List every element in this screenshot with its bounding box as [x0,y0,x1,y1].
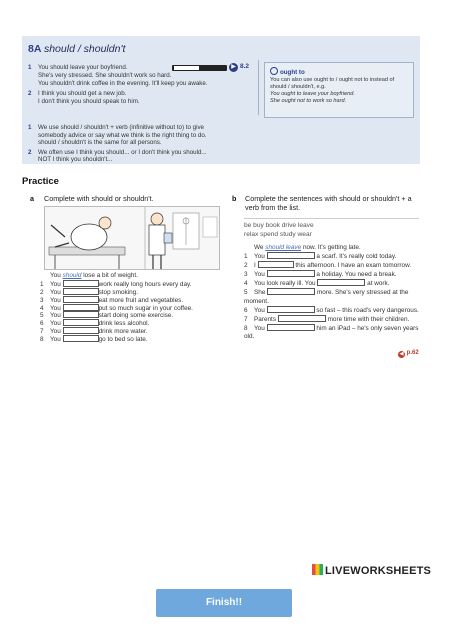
item-number: 3 [244,271,248,279]
list-item [244,288,424,305]
audio-play-icon[interactable]: ▶ [229,63,238,72]
rule-line: I think you should get a new job. [38,90,127,97]
row-prefix: You [50,304,61,312]
list-item [40,288,230,296]
answer-field[interactable] [267,324,315,331]
row-prefix: You [50,328,61,336]
brand-name: LIVEWORKSHEETS [325,565,432,577]
practice-heading: Practice [22,176,59,187]
answer-field[interactable] [278,315,326,322]
answer-field[interactable] [267,270,315,277]
example-answer: should [62,272,82,279]
list-item [244,261,424,270]
page-ref-text: p.62 [406,350,419,356]
exercise-b-list [244,244,424,341]
list-item [244,324,424,341]
note-number: 2 [28,148,32,156]
unit-title: should / shouldn't [43,43,126,55]
note-number: 1 [28,124,32,131]
example-answer: should leave [265,244,302,251]
answer-field[interactable] [63,296,99,303]
grammar-box [22,36,420,164]
page-reference [398,350,419,358]
rule-2 [28,90,260,106]
row-suffix: a holiday. You need a break. [316,271,397,279]
grammar-title [28,43,125,55]
row-suffix: at work. [367,280,390,288]
row-suffix: so fast – this road's very dangerous. [316,306,419,314]
row-prefix: She [254,289,266,297]
list-item [244,306,424,315]
tip-example: She ought not to work so hard. [270,98,347,104]
answer-field[interactable] [63,327,99,334]
note-line: NOT I think you shouldn't... [38,156,113,164]
row-suffix: more. She's very stressed at the moment. [244,289,409,305]
rule-1 [28,64,260,88]
exercise-a-instruction: Complete with should or shouldn't. [44,194,154,203]
liveworksheets-logo [312,564,431,577]
tip-example: You ought to leave your boyfriend. [270,91,355,97]
row-prefix: You [50,288,61,296]
row-prefix: You [254,253,265,261]
row-suffix: more time with their children. [327,315,410,323]
answer-field[interactable] [63,288,99,295]
note-2 [28,149,408,164]
grammar-rules [28,64,260,108]
rule-line: You shouldn't drink coffee in the evening. It'll keep you awake. [38,80,208,87]
row-suffix: this afternoon. I have an exam tomorrow. [295,262,412,270]
answer-field[interactable] [63,280,99,287]
row-prefix: You [50,272,61,279]
item-number: 6 [244,306,248,314]
item-number: 7 [40,328,44,336]
row-prefix: We [254,244,264,251]
divider [258,60,259,115]
list-item [40,280,230,288]
answer-field[interactable] [317,279,365,286]
row-suffix: drink more water. [98,328,148,336]
row-prefix: Parents [254,315,277,323]
answer-field[interactable] [267,288,315,295]
note-line: We often use I think you should... or I don't think you should... [38,148,207,156]
exercise-a-list [40,272,230,343]
item-number: 1 [244,253,248,261]
liveworksheets-icon [312,564,323,575]
item-number: 3 [40,296,44,304]
note-1 [28,124,408,147]
exercise-b-label: b [232,194,237,203]
answer-field[interactable] [63,319,99,326]
row-suffix: work really long hours every day. [98,280,192,288]
item-number: 8 [40,336,44,344]
tip-text: You can also use ought to / ought not to instead of should / shouldn't, e.g. [270,77,395,90]
row-prefix: You [50,320,61,328]
answer-field[interactable] [63,311,99,318]
rule-number: 2 [28,90,32,97]
verb-list [244,218,419,239]
answer-field[interactable] [267,252,315,259]
list-item [244,315,424,324]
example-row [40,272,230,280]
item-number: 1 [40,280,44,288]
row-prefix: You [50,280,61,288]
magnifier-icon [270,67,278,75]
row-prefix: You [50,312,61,320]
note-line: should / shouldn't is the same for all persons. [38,139,162,147]
item-number: 5 [244,289,248,297]
row-suffix: start doing some exercise. [98,312,174,320]
answer-field[interactable] [63,304,99,311]
row-prefix: You [254,324,265,332]
exercise-a-label: a [30,194,34,203]
tip-heading [270,67,408,76]
answer-field[interactable] [63,335,99,342]
item-number: 5 [40,312,44,320]
tip-title: ought to [280,69,305,76]
row-prefix: You look really ill. You [254,280,316,288]
tip-box [264,62,414,118]
item-number: 8 [244,324,248,332]
row-prefix: You [50,296,61,304]
list-item [40,311,230,319]
audio-track-number: 8.2 [240,63,250,70]
row-prefix: You [50,336,61,344]
list-item [40,335,230,343]
item-number: 2 [244,262,248,270]
row-suffix: a scarf. It's really cold today. [316,253,397,261]
row-suffix: put so much sugar in your coffee. [98,304,193,312]
row-suffix: eat more fruit and vegetables. [98,296,184,304]
row-suffix: him an iPad – he's only seven years old. [244,324,419,340]
list-item [40,327,230,335]
rule-line: You should leave your boyfriend. [38,64,128,71]
note-line: We use should / shouldn't + verb (infinitive without to) to give [38,124,204,131]
arrow-icon: ◀ [399,351,404,357]
row-suffix: stop smoking. [98,288,139,296]
example-row [244,244,424,252]
verb-list-line: be buy book drive leave [244,222,314,229]
item-number: 6 [40,320,44,328]
verb-list-line: relax spend study wear [244,231,312,238]
list-item [244,252,424,261]
list-item [40,319,230,327]
row-prefix: I [254,262,256,270]
finish-button[interactable]: Finish!! [156,589,292,617]
row-suffix: lose a bit of weight. [83,272,138,279]
note-line: somebody advice or say what we think is the right thing to do. [38,131,207,139]
doctor-patient-illustration [44,206,220,270]
unit-code: 8A [28,43,42,55]
answer-field[interactable] [267,306,315,313]
row-prefix: You [254,271,265,279]
list-item [244,279,424,288]
list-item [244,270,424,279]
answer-field[interactable] [258,261,294,268]
item-number: 7 [244,315,248,323]
exercise-b-instruction: Complete the sentences with should or shouldn't + a verb from the list. [245,194,412,212]
item-number: 2 [40,288,44,296]
item-number: 4 [40,304,44,312]
row-prefix: You [254,306,265,314]
list-item [40,296,230,304]
row-suffix: drink less alcohol. [98,320,150,328]
rule-line: She's very stressed. She shouldn't work so hard. [38,72,172,79]
row-suffix: now. It's getting late. [302,244,361,251]
list-item [40,304,230,312]
rule-line: I don't think you should speak to him. [38,98,140,105]
row-suffix: go to bed so late. [98,336,148,344]
grammar-notes [28,124,408,166]
rule-number: 1 [28,64,32,71]
item-number: 4 [244,280,248,288]
